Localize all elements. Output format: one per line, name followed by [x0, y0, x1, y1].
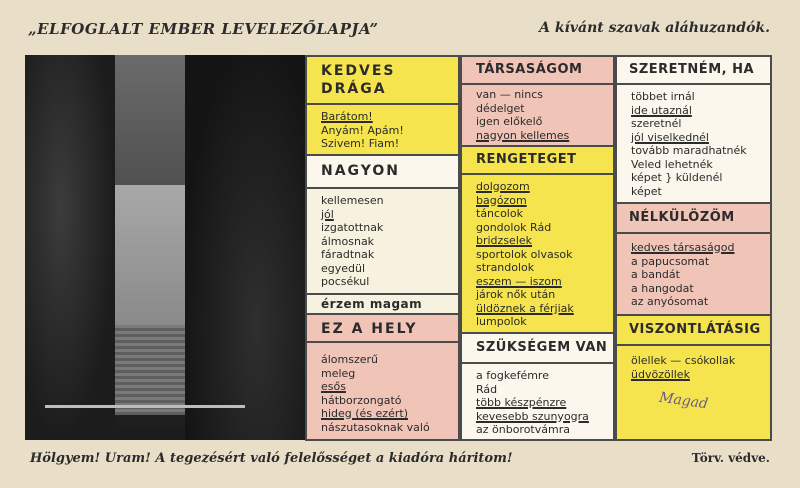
railing	[45, 405, 245, 408]
hely-heading: EZ A HELY	[321, 321, 418, 337]
nagyon-items-box	[305, 187, 460, 295]
list-item[interactable]: az önborotvámra	[476, 423, 570, 436]
list-item[interactable]: nászutasoknak való	[321, 420, 430, 434]
list-item[interactable]: képet	[631, 184, 662, 198]
list-item[interactable]: izgatottnak	[321, 221, 384, 234]
list-item[interactable]: bridzselek	[476, 234, 533, 247]
nelkulozom-items-box	[615, 232, 772, 316]
handwritten-signature: Magad	[658, 389, 709, 413]
list-item[interactable]: üdvözöllek	[631, 367, 690, 381]
list-item[interactable]: sportolok olvasok	[476, 247, 573, 261]
tarsasagom-header-box	[460, 55, 615, 85]
list-item[interactable]: dolgozom	[476, 180, 530, 193]
list-item[interactable]: a bandát	[631, 268, 680, 281]
list-item[interactable]: jól	[321, 207, 334, 221]
list-item[interactable]: üldöznek a férjiak	[476, 301, 574, 315]
nelkulozom-heading: NÉLKÜLÖZÖM	[629, 210, 735, 225]
disclaimer-text: Hölgyem! Uram! A tegezésért való felelősséget a kiadóra háritom!	[30, 451, 513, 466]
list-item[interactable]: jól viselkednél	[631, 130, 709, 144]
nelkulozom-header-box	[615, 202, 772, 234]
szuksegem-heading: SZÜKSÉGEM VAN	[476, 340, 608, 355]
list-item[interactable]: tovább maradhatnék	[631, 144, 747, 157]
list-item[interactable]: bagózom	[476, 193, 527, 207]
list-item[interactable]: Rád	[476, 382, 498, 396]
list-item[interactable]: álomszerű	[321, 353, 379, 366]
landscape-photo	[25, 55, 305, 440]
viszontlatasig-header-box	[615, 314, 772, 346]
nagyon-header-box	[305, 154, 460, 189]
erzem-text: érzem magam	[321, 297, 423, 311]
list-item[interactable]: járok nők után	[476, 288, 556, 301]
draga-heading: DRÁGA	[321, 81, 387, 97]
list-item[interactable]: a hangodat	[631, 281, 694, 295]
szeretnem-heading: SZERETNÉM, HA	[629, 62, 755, 77]
list-item[interactable]: az anyósomat	[631, 295, 709, 308]
list-item[interactable]: képet } küldenél	[631, 171, 723, 184]
tree-right	[185, 55, 305, 440]
rengeteget-heading: RENGETEGET	[476, 152, 577, 167]
list-item[interactable]: a papucsomat	[631, 254, 710, 268]
list-item[interactable]: lumpolok	[476, 315, 527, 328]
card-title: „ELFOGLALT EMBER LEVELEZŐLAPJA”	[28, 20, 379, 38]
list-item[interactable]: ölellek — csókollak	[631, 354, 736, 367]
szuksegem-items-box	[460, 362, 615, 441]
instruction-text: A kívánt szavak aláhuzandók.	[539, 20, 770, 36]
viszontlatasig-items-box	[615, 344, 772, 441]
list-item[interactable]: esős	[321, 380, 346, 393]
list-item[interactable]: eszem — iszom	[476, 274, 562, 288]
rengeteget-items-box	[460, 173, 615, 334]
list-item[interactable]: Anyám! Apám!	[321, 123, 404, 137]
szeretnem-header-box	[615, 55, 772, 85]
list-item[interactable]: gondolok Rád	[476, 220, 552, 234]
szeretnem-items-box	[615, 83, 772, 204]
list-item[interactable]: kellemesen	[321, 194, 384, 207]
hely-items-box	[305, 341, 460, 441]
list-item[interactable]: táncolok	[476, 207, 523, 220]
nagyon-heading: NAGYON	[321, 163, 400, 179]
list-item[interactable]: több készpénzre	[476, 396, 567, 409]
list-item[interactable]: fáradtnak	[321, 248, 375, 261]
viszontlatasig-heading: VISZONTLÁTÁSIG	[629, 322, 761, 337]
list-item[interactable]: kedves társaságod	[631, 241, 735, 254]
list-item[interactable]: Barátom!	[321, 110, 373, 123]
hely-header-box	[305, 313, 460, 343]
list-item[interactable]: igen előkelő	[476, 115, 543, 128]
rengeteget-header-box	[460, 145, 615, 175]
list-item[interactable]: álmosnak	[321, 234, 375, 248]
list-item[interactable]: Veled lehetnék	[631, 157, 713, 171]
rights-text: Törv. védve.	[691, 451, 770, 465]
kedves-heading: KEDVES	[321, 63, 396, 79]
szuksegem-header-box	[460, 332, 615, 364]
list-item[interactable]: ide utaznál	[631, 103, 692, 117]
list-item[interactable]: szeretnél	[631, 117, 682, 130]
list-item[interactable]: pocsékul	[321, 275, 370, 288]
list-item[interactable]: a fogkefémre	[476, 369, 549, 382]
tarsasagom-items-box	[460, 83, 615, 147]
kedves-items-box	[305, 103, 460, 156]
list-item[interactable]: kevesebb szunyogra	[476, 409, 589, 423]
tree-left	[25, 55, 115, 440]
kedves-header-box	[305, 55, 460, 105]
list-item[interactable]: nagyon kellemes	[476, 128, 570, 142]
list-item[interactable]: dédelget	[476, 101, 525, 115]
list-item[interactable]: meleg	[321, 366, 356, 380]
list-item[interactable]: van — nincs	[476, 88, 543, 101]
list-item[interactable]: hátborzongató	[321, 393, 402, 407]
list-item[interactable]: hideg (és ezért)	[321, 407, 408, 420]
list-item[interactable]: egyedül	[321, 261, 366, 275]
tarsasagom-heading: TÁRSASÁGOM	[476, 62, 583, 77]
list-item[interactable]: strandolok	[476, 261, 535, 274]
erzem-box	[305, 293, 460, 315]
list-item[interactable]: Szivem! Fiam!	[321, 137, 400, 150]
list-item[interactable]: többet irnál	[631, 90, 695, 103]
